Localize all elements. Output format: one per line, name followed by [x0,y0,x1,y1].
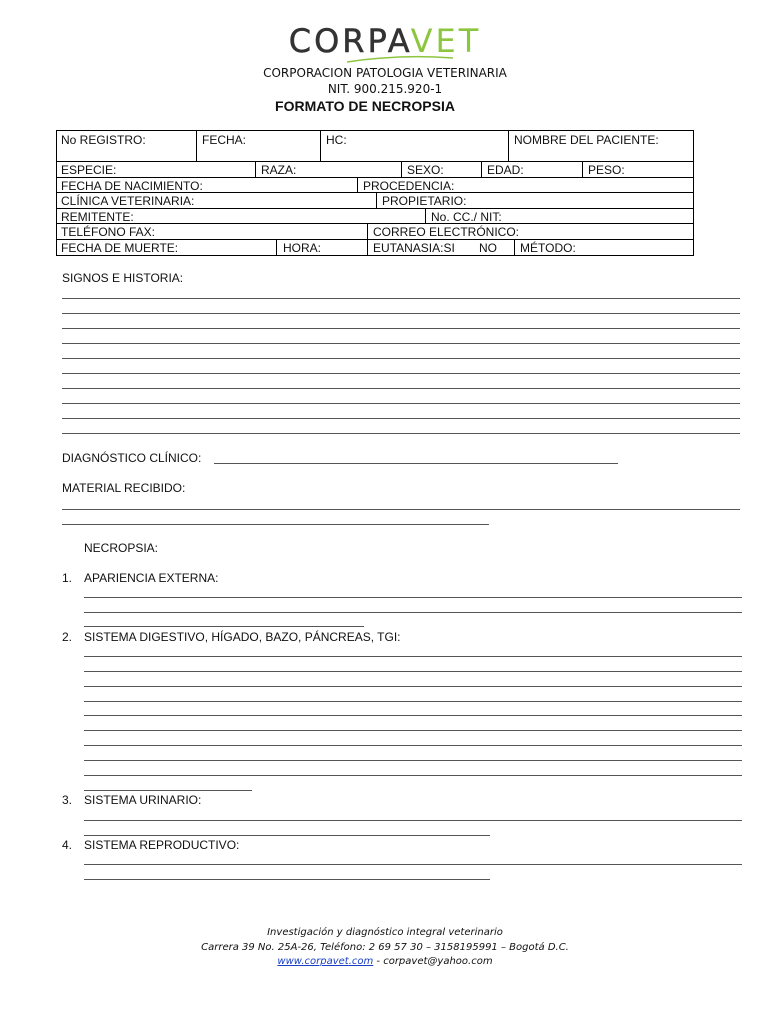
signos-writing-line[interactable] [62,328,740,329]
urinario-writing-line[interactable] [84,835,490,836]
digestivo-writing-line[interactable] [84,745,742,746]
signos-historia-label: SIGNOS E HISTORIA: [62,271,184,285]
reproductivo-writing-line[interactable] [84,879,490,880]
logo-text-vet: VET [410,22,482,60]
item-4-number: 4. [62,838,73,852]
metodo-label: MÉTODO: [520,241,576,255]
material-writing-line[interactable] [62,509,740,510]
digestivo-writing-line[interactable] [84,686,742,687]
nombre-paciente-label: NOMBRE DEL PACIENTE: [514,133,659,147]
apariencia-writing-line[interactable] [84,597,742,598]
logo-swoosh-icon [345,52,455,66]
propietario-label: PROPIETARIO: [382,194,467,208]
raza-label: RAZA: [261,163,297,177]
digestivo-writing-line[interactable] [84,790,252,791]
sistema-digestivo-label: SISTEMA DIGESTIVO, HÍGADO, BAZO, PÁNCREAS, TGI: [84,630,401,644]
fecha-muerte-label: FECHA DE MUERTE: [61,241,179,255]
apariencia-externa-label: APARIENCIA EXTERNA: [84,571,219,585]
fecha-label: FECHA: [202,133,247,147]
organization-name: CORPORACION PATOLOGIA VETERINARIA [263,66,507,80]
signos-writing-line[interactable] [62,388,740,389]
item-1-number: 1. [62,571,73,585]
website-link[interactable]: www.corpavet.com [277,956,374,967]
no-cc-nit-label: No. CC./ NIT: [431,210,502,224]
apariencia-writing-line[interactable] [84,626,364,627]
digestivo-writing-line[interactable] [84,730,742,731]
digestivo-writing-line[interactable] [84,656,742,657]
no-registro-label: No REGISTRO: [61,133,146,147]
item-2-number: 2. [62,630,73,644]
footer-tagline: Investigación y diagnóstico integral veterinario [267,927,503,938]
necropsia-label: NECROPSIA: [84,541,159,555]
telefono-fax-label: TELÉFONO FAX: [61,225,156,239]
edad-label: EDAD: [487,163,524,177]
eutanasia-no-label: NO [479,241,497,255]
signos-writing-line[interactable] [62,343,740,344]
footer-contact [0,956,770,967]
reproductivo-writing-line[interactable] [84,864,742,865]
sistema-urinario-label: SISTEMA URINARIO: [84,793,202,807]
digestivo-writing-line[interactable] [84,715,742,716]
footer-address: Carrera 39 No. 25A-26, Teléfono: 2 69 57 30 – 3158195991 – Bogotá D.C. [201,942,569,953]
procedencia-label: PROCEDENCIA: [363,179,455,193]
organization-nit: NIT. 900.215.920-1 [327,82,443,96]
signos-writing-line[interactable] [62,373,740,374]
fecha-nacimiento-label: FECHA DE NACIMIENTO: [61,179,203,193]
sexo-label: SEXO: [407,163,444,177]
signos-writing-line[interactable] [62,298,740,299]
peso-label: PESO: [588,163,625,177]
apariencia-writing-line[interactable] [84,612,742,613]
signos-writing-line[interactable] [62,418,740,419]
digestivo-writing-line[interactable] [84,775,742,776]
eutanasia-si-label: EUTANASIA:SI [373,241,455,255]
diagnostico-writing-line[interactable] [214,463,618,464]
hc-label: HC: [326,133,347,147]
form-title: FORMATO DE NECROPSIA [275,98,455,114]
signos-writing-line[interactable] [62,358,740,359]
item-3-number: 3. [62,793,73,807]
digestivo-writing-line[interactable] [84,671,742,672]
hora-label: HORA: [283,241,322,255]
material-writing-line[interactable] [62,524,489,525]
urinario-writing-line[interactable] [84,820,742,821]
footer-email: corpavet@yahoo.com [383,956,493,967]
signos-writing-line[interactable] [62,433,740,434]
signos-writing-line[interactable] [62,403,740,404]
especie-label: ESPECIE: [61,163,117,177]
clinica-veterinaria-label: CLÍNICA VETERINARIA: [61,194,195,208]
diagnostico-clinico-label: DIAGNÓSTICO CLÍNICO: [62,451,202,465]
footer-separator: - [373,956,384,967]
sistema-reproductivo-label: SISTEMA REPRODUCTIVO: [84,838,240,852]
remitente-label: REMITENTE: [61,210,134,224]
logo-text-corpa: CORPA [288,22,411,60]
digestivo-writing-line[interactable] [84,701,742,702]
correo-electronico-label: CORREO ELECTRÓNICO: [373,225,520,239]
signos-writing-line[interactable] [62,313,740,314]
digestivo-writing-line[interactable] [84,760,742,761]
material-recibido-label: MATERIAL RECIBIDO: [62,481,186,495]
